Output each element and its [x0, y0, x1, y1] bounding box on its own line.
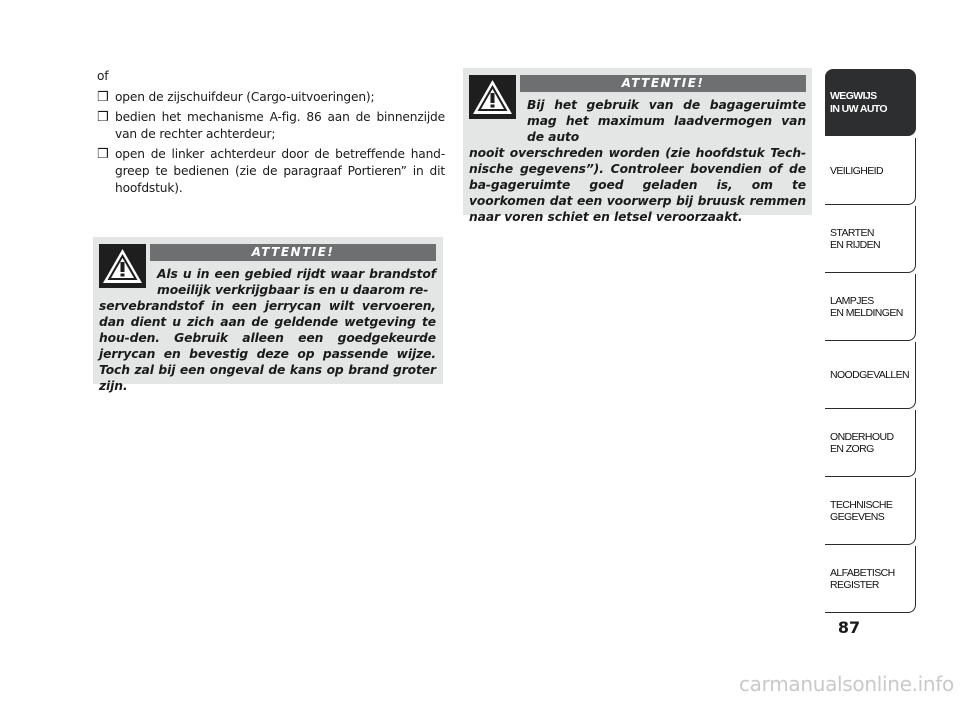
tab-onderhoud[interactable]: [825, 410, 916, 477]
warning-box-fuel: [93, 237, 443, 393]
list-item: [97, 109, 445, 143]
warning-heading: ATTENTIE!: [150, 244, 436, 261]
list-item: [97, 89, 445, 106]
body-text-column: [97, 68, 445, 200]
tab-label: ALFABETISCH REGISTER: [830, 566, 895, 591]
tab-label: VEILIGHEID: [830, 164, 883, 177]
warning-heading: ATTENTIE!: [520, 75, 806, 92]
warning-text-rest: nooit overschreden worden (zie hoofdstuk Tech-nische gegevens”). Controleer bovendien of de ba-gageruimte goed geladen is, om te voorkomen dat een voorwerp bij bruusk remmen naar voren schiet en letsel veroorzaakt.: [469, 146, 806, 224]
page-number: 87: [837, 618, 861, 637]
warning-text-lead: Bij het gebruik van de bagageruimte mag het maximum laadvermogen van de auto: [527, 98, 806, 144]
tab-label: TECHNISCHE GEGEVENS: [830, 498, 893, 523]
tab-label: STARTEN EN RIJDEN: [830, 226, 881, 251]
tab-label: WEGWIJS IN UW AUTO: [830, 90, 887, 115]
tab-label: ONDERHOUD EN ZORG: [830, 430, 894, 455]
intro-text: of: [97, 69, 109, 83]
tab-label: LAMPJES EN MELDINGEN: [830, 294, 903, 319]
checkbox-bullet-icon: ❒: [97, 147, 109, 162]
list-item-text: bedien het mechanisme A-fig. 86 aan de binnenzijde van de rechter achterdeur;: [115, 110, 445, 141]
checkbox-bullet-icon: ❒: [97, 110, 109, 125]
warning-text-lead: Als u in een gebied rijdt waar brandstof moeilijk verkrijgbaar is en u daarom re-: [157, 267, 436, 297]
warning-text: [99, 266, 436, 394]
tab-veiligheid[interactable]: [825, 138, 916, 205]
warning-box-cargo: [463, 68, 812, 224]
checkbox-bullet-icon: ❒: [97, 90, 109, 105]
warning-text: [469, 97, 806, 225]
watermark: carmanualsonline.info: [738, 672, 954, 696]
tab-wegwijs[interactable]: [825, 69, 916, 136]
tab-starten[interactable]: [825, 206, 916, 273]
tab-technische[interactable]: [825, 478, 916, 545]
list-item-text: open de zijschuifdeur (Cargo-uitvoeringen);: [115, 90, 375, 104]
tab-noodgevallen[interactable]: [825, 342, 916, 409]
list-item: [97, 146, 445, 197]
tab-label: NOODGEVALLEN: [830, 368, 909, 381]
tab-lampjes[interactable]: [825, 274, 916, 341]
tab-alfabetisch[interactable]: [825, 546, 916, 613]
warning-text-rest: servebrandstof in een jerrycan wilt vervoeren, dan dient u zich aan de geldende wetgeving te hou-den. Gebruik alleen een goedgekeurde jerrycan en bevestig deze op passende wijze. Toch zal bij een ongeval de kans op brand groter zijn.: [99, 299, 436, 393]
list-item-text: open de linker achterdeur door de betreffende hand-greep te bedienen (zie de paragraaf Portieren” in dit hoofdstuk).: [115, 147, 445, 195]
